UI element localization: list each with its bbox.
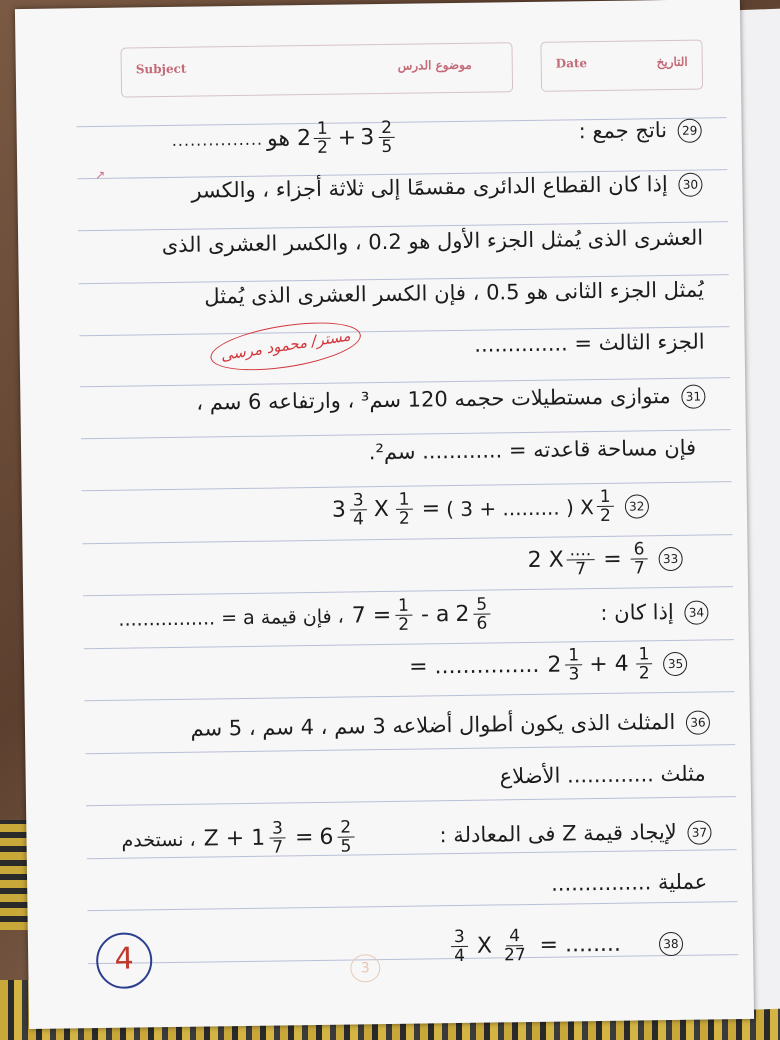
ruled-line <box>86 796 736 806</box>
fraction: $\frac{3}{4}$ <box>350 491 367 528</box>
show-through-number: 3 <box>350 954 380 982</box>
subject-label: Subject <box>135 61 187 77</box>
margin-tick-icon: ↗ <box>95 167 106 183</box>
question-35 <box>409 645 688 686</box>
question-text: متوازى مستطيلات حجمه 120 سم³ ، وارتفاعه 6 سم ، <box>196 383 671 415</box>
fraction: $\frac{2}{5}$ <box>337 818 354 855</box>
question-31-line-1 <box>90 384 705 418</box>
question-33 <box>527 540 682 579</box>
question-37-line-2: عملية ............... <box>550 869 708 896</box>
times-sign: X <box>373 496 390 523</box>
fraction: $\frac{5}{6}$ <box>473 596 490 633</box>
whole-number: 3 <box>360 125 375 151</box>
times-sign: X <box>476 933 493 959</box>
subject-box <box>120 42 513 97</box>
notebook-page <box>15 0 754 1029</box>
answer-blank: = ............... <box>408 652 540 680</box>
q34-expression <box>118 595 493 637</box>
question-number: 37 <box>687 820 711 844</box>
question-text-end: ، فإن قيمة a = ................ <box>118 605 344 631</box>
question-text: إذا كان : <box>600 599 674 625</box>
question-number: 38 <box>659 931 683 955</box>
question-number: 32 <box>625 494 649 518</box>
fraction: $\frac{1}{3}$ <box>565 646 582 683</box>
q29-result-label: 2 هو <box>266 125 312 152</box>
fraction: $\frac{1}{2}$ <box>635 645 652 682</box>
question-number: 31 <box>681 385 705 409</box>
question-number: 30 <box>678 173 702 197</box>
fraction: $\frac{3}{4}$ <box>451 928 468 965</box>
date-box <box>540 40 703 92</box>
question-30-line-2: العشرى الذى يُمثل الجزء الأول هو 0.2 ، والكسر العشرى الذى <box>161 225 704 258</box>
z-term: Z + 1 <box>203 825 266 852</box>
question-number: 36 <box>686 710 710 734</box>
lesson-label: موضوع الدرس <box>397 57 472 73</box>
question-number: 33 <box>658 546 682 570</box>
question-38 <box>448 925 683 965</box>
question-number: 29 <box>678 119 702 143</box>
whole-number: 3 <box>331 497 347 523</box>
question-number: 34 <box>684 600 708 624</box>
whole-number: 2 <box>547 652 562 678</box>
date-label: Date <box>555 56 588 71</box>
fraction: $\frac{3}{7}$ <box>269 819 286 856</box>
fraction: $\frac{....}{7}$ <box>566 541 594 578</box>
answer-blank: ............... <box>171 129 264 150</box>
teacher-stamp: مستر/ محمود مرسى <box>207 314 364 379</box>
page-number: 4 <box>96 932 153 989</box>
question-36-line-1 <box>95 709 710 743</box>
fraction: $\frac{6}{7}$ <box>631 540 648 577</box>
question-30-line-3: يُمثل الجزء الثانى هو 0.5 ، فإن الكسر العشرى الذى يُمثل <box>204 277 705 309</box>
ruled-line <box>88 901 738 911</box>
question-text: لإيجاد قيمة Z فى المعادلة : <box>439 819 677 848</box>
ruled-line <box>85 744 735 754</box>
question-31-line-2: فإن مساحة قاعدته = ............ سم². <box>368 435 697 465</box>
minus-term: - a <box>420 602 450 628</box>
whole-number: = 7 <box>351 602 392 629</box>
plus-term: + 4 <box>589 651 629 678</box>
q29-expression <box>172 119 399 159</box>
question-text: المثلث الذى يكون أطوال أضلاعه 3 سم ، 4 سم ، 5 سم <box>190 709 676 741</box>
fraction: $\frac{1}{2}$ <box>597 488 614 525</box>
history-label: التاريخ <box>656 54 688 70</box>
question-text: ناتج جمع : <box>578 118 668 144</box>
ruled-line <box>85 691 735 701</box>
fraction: $\frac{1}{2}$ <box>314 120 331 157</box>
answer-blank: ( 3 + ......... ) X <box>445 494 595 521</box>
question-30-line-4: الجزء الثالث = .............. <box>474 329 705 357</box>
question-text: إذا كان القطاع الدائرى مقسمًا إلى ثلاثة أجزاء ، والكسر <box>191 172 668 203</box>
equals-sign: = <box>421 496 441 522</box>
fraction: $\frac{1}{2}$ <box>396 491 413 528</box>
q37-expression <box>121 818 357 858</box>
whole-number: 2 <box>455 601 470 628</box>
whole-number: 6 <box>319 824 334 850</box>
equals-sign: = <box>294 825 314 851</box>
fraction: $\frac{1}{2}$ <box>395 597 412 634</box>
question-number: 35 <box>663 651 687 675</box>
answer-blank: = ........ <box>539 931 622 958</box>
question-36-line-2: مثلث ............. الأضلاع <box>499 761 706 789</box>
question-text-end: ، نستخدم <box>121 828 196 852</box>
fraction: $\frac{2}{5}$ <box>378 119 395 156</box>
question-32 <box>332 487 649 528</box>
equals-sign: = <box>603 546 622 572</box>
plus-sign: + <box>337 125 357 151</box>
whole-number: 2 X <box>527 547 564 574</box>
fraction: $\frac{4}{27}$ <box>503 926 526 966</box>
